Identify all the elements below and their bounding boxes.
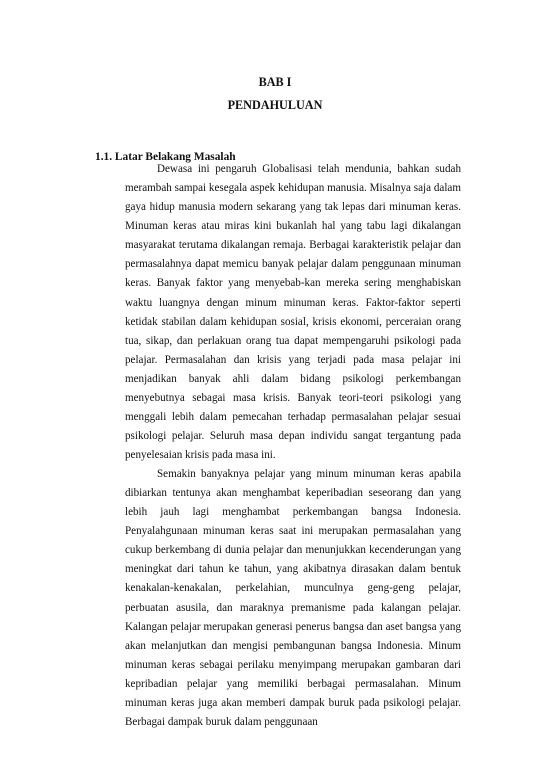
chapter-number: BAB I — [258, 75, 292, 89]
section-heading: 1.1. Latar Belakang Masalah — [95, 151, 236, 163]
body-paragraph-1: Dewasa ini pengaruh Globalisasi telah mendunia, bahkan sudah merambah sampai kesegala aspek kehidupan manusia. Misalnya saja dalam gaya hidup manusia modern sekarang yang tak lepas dari minuman keras. Minuman keras atau miras kini bukanlah hal yang tabu lagi dikalangan masyarakat terutama dikalangan remaja. Berbagai karakteristik pelajar dan permasalahnya dapat memicu banyak pelajar dalam penggunaan minuman keras. Banyak faktor yang menyebab-kan mereka sering menghabiskan waktu luangnya dengan minum minuman keras. Faktor-faktor seperti ketidak stabilan dalam kehidupan sosial, krisis ekonomi, perceraian orang tua, sikap, dan perlakuan orang tua dapat mempengaruhi psikologi pada pelajar. Permasalahan dan krisis yang terjadi pada masa pelajar ini menjadikan banyak ahli dalam bidang psikologi perkembangan menyebutnya sebagai masa krisis. Banyak teori-teori psikologi yang menggali lebih dalam pemecahan terhadap permasalahan pelajar sesuai psikologi pelajar. Seluruh masa depan individu sangat tergantung pada penyelesaian krisis pada masa ini. — [125, 163, 461, 462]
chapter-title: PENDAHULUAN — [227, 98, 323, 112]
body-paragraph-2: Semakin banyaknya pelajar yang minum minuman keras apabila dibiarkan tentunya akan menghambat keperibadian seseorang dan yang lebih jauh lagi menghambat perkembangan bangsa Indonesia. Penyalahgunaan minuman keras saat ini merupakan permasalahan yang cukup berkembang di dunia pelajar dan menunjukkan kecenderungan yang meningkat dari tahun ke tahun, yang akibatnya dirasakan dalam bentuk kenakalan-kenakalan, perkelahian, munculnya geng-geng pelajar, perbuatan asusila, dan maraknya premanisme pada kalangan pelajar. Kalangan pelajar merupakan generasi penerus bangsa dan aset bangsa yang akan melanjutkan dan mengisi pembangunan bangsa Indonesia. Minum minuman keras sebagai perilaku menyimpang merupakan gambaran dari kepribadian pelajar yang memiliki berbagai permasalahan. Minum minuman keras juga akan memberi dampak buruk pada psikologi pelajar. Berbagai dampak buruk dalam penggunaan — [125, 468, 461, 729]
